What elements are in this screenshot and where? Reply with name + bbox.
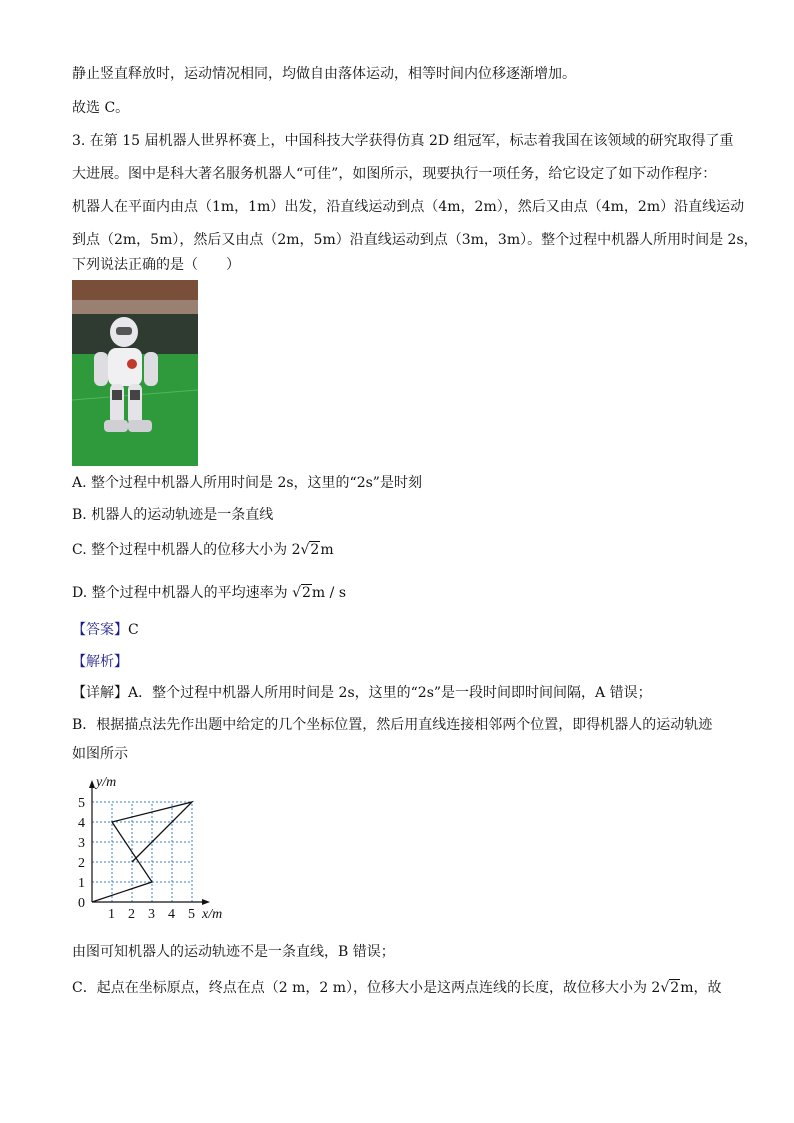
explanation-c-unit: m: [680, 980, 694, 996]
sqrt-radicand: 2: [670, 980, 680, 996]
trajectory-chart-svg: [72, 770, 242, 920]
trajectory-line: [92, 802, 192, 902]
x-tick-label: 5: [188, 907, 195, 920]
x-axis-arrow: [202, 899, 210, 905]
robot-photo: [72, 280, 198, 466]
option-b: B. 机器人的运动轨迹是一条直线: [72, 507, 274, 523]
explanation-b: B．根据描点法先作出题中给定的几个坐标位置，然后用直线连接相邻两个位置，即得机器人的运动轨迹: [72, 717, 713, 733]
y-tick-label: 3: [78, 836, 85, 851]
y-axis-label: y/m: [96, 775, 117, 790]
answer-tag: 【答案】: [72, 622, 128, 638]
question-3-line: 机器人在平面内由点（1m，1m）出发，沿直线运动到点（4m，2m），然后又由点（4m，2m）沿直线运动: [72, 199, 745, 215]
y-axis-arrow: [89, 780, 95, 788]
option-c-text: C. 整个过程中机器人的位移大小为 2: [72, 542, 301, 558]
sqrt-symbol: √2: [292, 585, 311, 601]
y-tick-label: 5: [78, 796, 85, 811]
robot-illustration: [72, 280, 198, 466]
answer-line: [72, 620, 139, 640]
question-3-line: 3. 在第 15 届机器人世界杯赛上，中国科技大学获得仿真 2D 组冠军，标志着我国在该领域的研究取得了重: [72, 133, 734, 149]
option-c-unit: m: [320, 542, 334, 558]
question-3-line: 到点（2m，5m），然后又由点（2m，5m）沿直线运动到点（3m，3m）。整个过程中机器人所用时间是 2s，: [72, 232, 758, 248]
question-3-line: 下列说法正确的是（ ）: [72, 257, 240, 273]
answer-value: C: [128, 622, 139, 638]
option-d: [72, 583, 346, 603]
x-axis-label: x/m: [202, 907, 223, 920]
sqrt-radicand: 2: [310, 542, 320, 558]
explanation-c-tail: ，故: [693, 980, 722, 996]
y-tick-label: 4: [78, 816, 85, 831]
explanation-a: [72, 683, 652, 703]
option-a: A. 整个过程中机器人所用时间是 2s，这里的“2s”是时刻: [72, 475, 422, 491]
option-d-text: D. 整个过程中机器人的平均速率为: [72, 585, 293, 601]
detail-tag: 【详解】: [72, 685, 128, 701]
option-c: [72, 540, 334, 560]
trajectory-chart: [72, 770, 242, 920]
explanation-b: 如图所示: [72, 746, 128, 762]
question-3-line: 大进展。图中是科大著名服务机器人“可佳”，如图所示，现要执行一项任务，给它设定了如下动作程序：: [72, 166, 717, 182]
y-tick-label: 0: [78, 896, 85, 911]
x-tick-label: 2: [128, 907, 135, 920]
y-tick-label: 1: [78, 876, 85, 891]
explanation-c: [72, 978, 721, 998]
sqrt-symbol: √2: [300, 542, 320, 558]
sqrt-symbol: √2: [660, 980, 680, 996]
text-line: 静止竖直释放时，运动情况相同，均做自由落体运动，相等时间内位移逐渐增加。: [72, 66, 576, 82]
analysis-tag: 【解析】: [72, 654, 128, 670]
x-tick-label: 4: [168, 907, 175, 920]
y-tick-label: 2: [78, 856, 85, 871]
explanation-c-text: C．起点在坐标原点，终点在点（2 m，2 m），位移大小是这两点连线的长度，故位移大小为 2: [72, 980, 661, 996]
explanation-b-conclusion: 由图可知机器人的运动轨迹不是一条直线，B 错误；: [72, 944, 395, 960]
sqrt-radicand: 2: [302, 585, 311, 601]
x-tick-label: 1: [108, 907, 115, 920]
x-tick-label: 3: [148, 907, 155, 920]
explanation-a-text: A．整个过程中机器人所用时间是 2s，这里的“2s”是一段时间即时间间隔，A 错误；: [128, 685, 652, 701]
text-line: 故选 C。: [72, 100, 130, 116]
option-d-unit: m / s: [311, 585, 346, 601]
